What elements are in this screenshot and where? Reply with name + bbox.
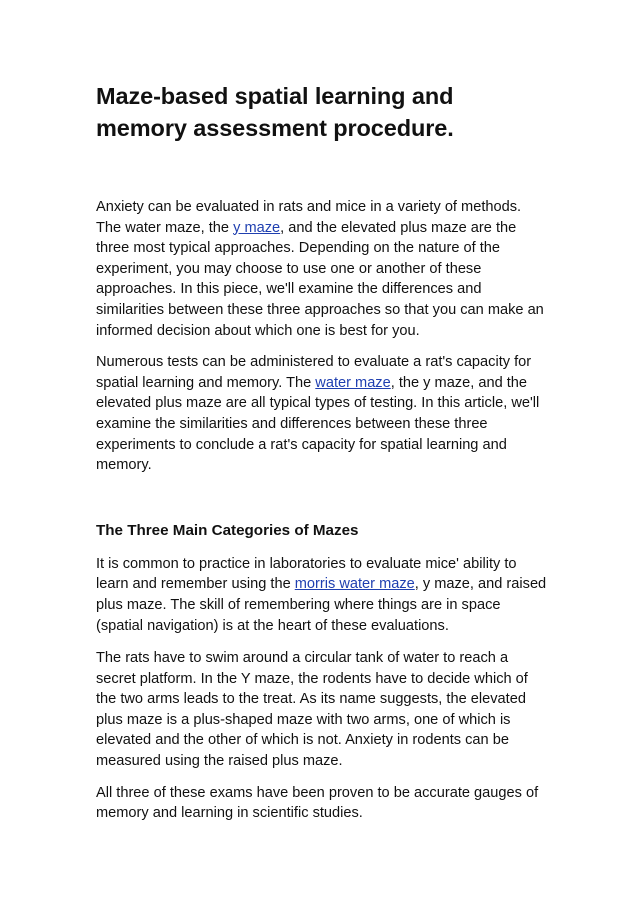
section-paragraph-1	[96, 554, 548, 636]
paragraph-text: , and the elevated plus maze are the three most typical approaches. Depending on the nature of the experiment, you may choose to use one or another of these approaches. In this piece, we'll examine the differences and similarities between these three approaches so that you can make an informed decision about which one is best for you.	[96, 219, 544, 339]
intro-paragraph-1	[96, 197, 548, 341]
paragraph-text: Anxiety can be evaluated in rats and mice in a variety of methods. The water maze, the	[96, 199, 522, 236]
section-paragraph-2: The rats have to swim around a circular tank of water to reach a secret platform. In the Y maze, the rodents have to decide which of the two arms leads to the treat. As its name suggests, the elevated plus maze is a plus-shaped maze with two arms, one of which is elevated and the other of which is not. Anxiety in rodents can be measured using the raised plus maze.	[96, 650, 528, 770]
y-maze-link[interactable]: y maze	[233, 219, 281, 236]
paragraph-text: , the y maze, and the elevated plus maze are all typical types of testing. In this article, we'll examine the similarities and differences between these three experiments to conclude a rat's capacity for spatial learning and memory.	[96, 374, 540, 474]
paragraph-text: , y maze, and raised plus maze. The skill of remembering where things are in space (spatial navigation) is at the heart of these evaluations.	[96, 576, 547, 634]
water-maze-link[interactable]: water maze	[315, 374, 391, 391]
paragraph-text: It is common to practice in laboratories to evaluate mice' ability to learn and remember using the	[96, 555, 517, 593]
document-title: Maze-based spatial learning and memory assessment procedure.	[96, 83, 454, 141]
morris-water-maze-link[interactable]: morris water maze	[294, 576, 415, 593]
paragraph-text: Numerous tests can be administered to evaluate a rat's capacity for spatial learning and memory. The	[96, 354, 532, 391]
section-paragraph-3: All three of these exams have been proven to be accurate gauges of memory and learning in scientific studies.	[96, 784, 539, 822]
intro-paragraph-2	[96, 352, 548, 476]
document-page	[96, 80, 548, 824]
section-heading: The Three Main Categories of Mazes	[96, 521, 359, 539]
